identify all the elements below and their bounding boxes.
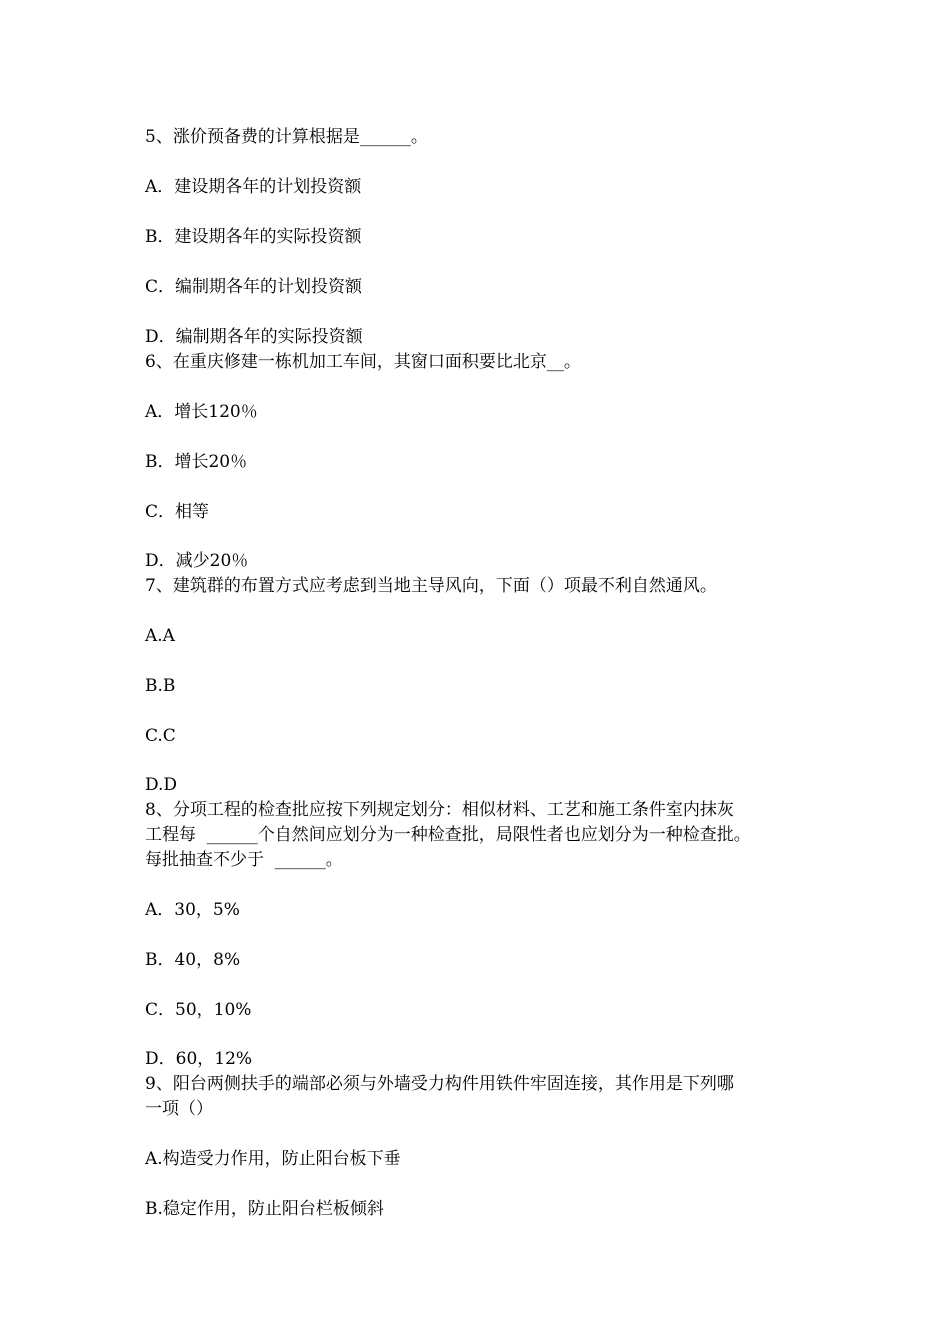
- question-7-option-a: A.A: [145, 626, 175, 646]
- question-8-option-b: B．40，8%: [145, 950, 241, 970]
- question-8-option-a: A．30，5%: [145, 900, 240, 920]
- question-6-stem: 6、在重庆修建一栋机加工车间，其窗口面积要比北京__。: [145, 352, 581, 372]
- question-5-option-a: A．建设期各年的计划投资额: [145, 177, 362, 197]
- question-6-option-a: A．增长120％: [145, 402, 258, 422]
- question-6-option-c: C．相等: [145, 502, 210, 522]
- question-6-option-b: B．增长20％: [145, 452, 248, 472]
- question-5-option-c: C．编制期各年的计划投资额: [145, 277, 363, 297]
- question-7-option-d: D.D: [145, 775, 178, 795]
- question-7-stem: 7、建筑群的布置方式应考虑到当地主导风向，下面（）项最不利自然通风。: [145, 576, 717, 596]
- question-5-option-d: D．编制期各年的实际投资额: [145, 327, 363, 347]
- question-6-option-d: D．减少20％: [145, 551, 249, 571]
- question-7-option-b: B.B: [145, 676, 176, 696]
- question-5-option-b: B．建设期各年的实际投资额: [145, 227, 362, 247]
- question-8-option-c: C．50，10%: [145, 1000, 252, 1020]
- question-9-option-b: B.稳定作用，防止阳台栏板倾斜: [145, 1199, 384, 1219]
- question-5-stem: 5、涨价预备费的计算根据是______。: [145, 127, 428, 147]
- question-8-stem-line-3: 每批抽查不少于 ______。: [145, 850, 343, 870]
- question-8-stem-line-1: 8、分项工程的检查批应按下列规定划分：相似材料、工艺和施工条件室内抹灰: [145, 800, 734, 820]
- question-7-option-c: C.C: [145, 726, 176, 746]
- question-9-stem-line-2: 一项（）: [145, 1099, 213, 1119]
- question-8-option-d: D．60，12%: [145, 1049, 253, 1069]
- question-9-stem-line-1: 9、阳台两侧扶手的端部必须与外墙受力构件用铁件牢固连接，其作用是下列哪: [145, 1074, 734, 1094]
- question-9-option-a: A.构造受力作用，防止阳台板下垂: [145, 1149, 401, 1169]
- question-8-stem-line-2: 工程每 ______个自然间应划分为一种检查批，局限性者也应划分为一种检查批。: [145, 825, 751, 845]
